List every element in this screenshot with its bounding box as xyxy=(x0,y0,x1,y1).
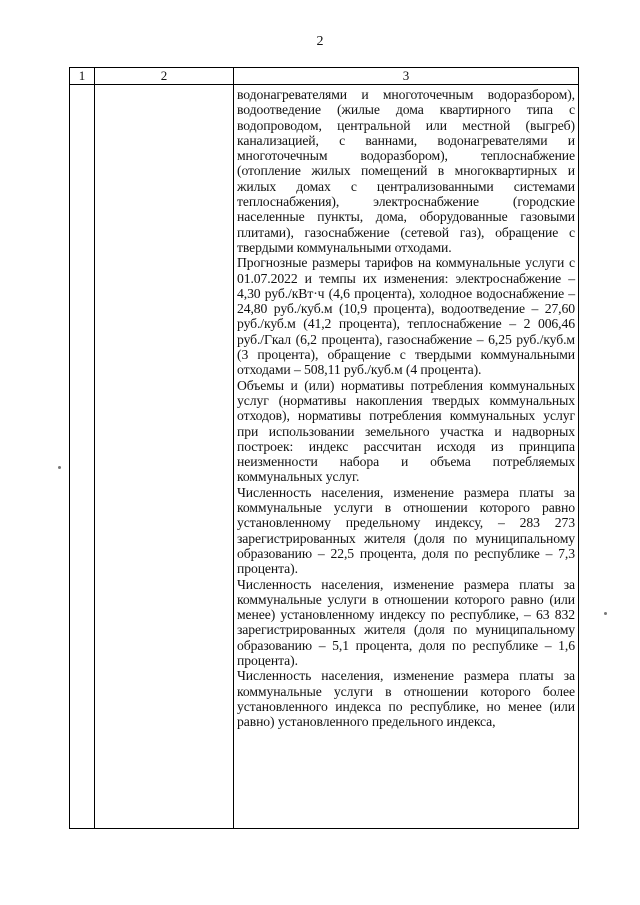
column-header-3: 3 xyxy=(234,68,579,85)
paragraph-population-equal-limit: Численность населения, изменение размера платы за коммунальные услуги в отношении которого равно установленному предельному индексу, – 283 273 зарегистрированных жителя (доля по муниципальному образованию – 22,5 процента, доля по республике – 7,3 процента). xyxy=(237,484,575,577)
paragraph-forecast-tariffs: Прогнозные размеры тарифов на коммунальные услуги с 01.07.2022 и темпы их изменения: электроснабжение – 4,30 руб./кВт·ч (4,6 процента), холодное водоснабжение – 24,80 руб./куб.м (10,9 процента), водоотведение – 27,60 руб./куб.м (41,2 процента), теплоснабжение – 2 006,46 руб./Гкал (6,2 процента), газоснабжение – 6,25 руб./куб.м (3 процента), обращение с твердыми коммунальными отходами – 508,11 руб./куб.м (4 процента). xyxy=(237,255,575,378)
column-header-2: 2 xyxy=(95,68,234,85)
scan-speck xyxy=(58,466,61,469)
scan-speck xyxy=(604,612,607,615)
paragraph-population-above-index: Численность населения, изменение размера платы за коммунальные услуги в отношении которого более установленного индекса по республике, но менее (или равно) установленного предельного индекса, xyxy=(237,668,575,730)
document-table xyxy=(69,67,579,829)
paragraph-tariff-services-continued: водонагревателями и многоточечным водоразбором), водоотведение (жилые дома квартирного типа с водопроводом, центральной или местной (выгреб) канализацией, с ваннами, водонагревателями и многоточечным водоразбором), теплоснабжение (отопление жилых помещений в многоквартирных и жилых домах с централизованными системами теплоснабжения), электроснабжение (городские населенные пункты, дома, оборудованные газовыми плитами), газоснабжение (сетевой газ), обращение с твердыми коммунальными отходами. xyxy=(237,87,575,255)
paragraph-consumption-volumes: Объемы и (или) нормативы потребления коммунальных услуг (нормативы накопления твердых коммунальных отходов), нормативы потребления коммунальных услуг при использовании земельного участка и надворных построек: индекс рассчитан исходя из принципа неизменности набора и объема потребляемых коммунальных услуг. xyxy=(237,377,575,485)
cell-column-3 xyxy=(234,85,579,829)
column-header-1: 1 xyxy=(70,68,95,85)
cell-column-2 xyxy=(95,85,234,829)
paragraph-population-equal-or-less-index: Численность населения, изменение размера платы за коммунальные услуги в отношении которого равно (или менее) установленному индексу по республике, – 63 832 зарегистрированных жителя (доля по муниципальному образованию – 5,1 процента, доля по республике – 1,6 процента). xyxy=(237,576,575,668)
table-row xyxy=(70,85,579,829)
cell-column-1 xyxy=(70,85,95,829)
page-number: 2 xyxy=(316,34,324,49)
table-header-row xyxy=(70,68,579,85)
